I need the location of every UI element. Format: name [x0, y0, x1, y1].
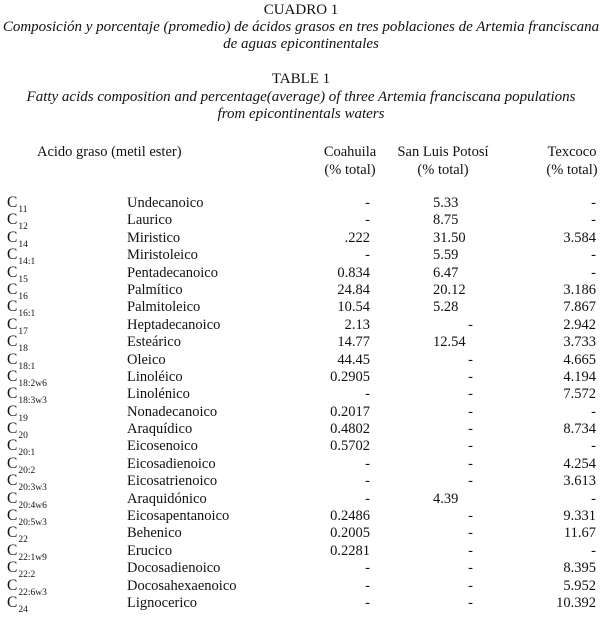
value-texcoco: 9.331 — [563, 508, 596, 525]
acid-code-subscript: 20:2 — [18, 465, 36, 476]
table-row — [0, 576, 602, 598]
value-coahuila: - — [365, 455, 370, 472]
acid-code — [7, 402, 28, 424]
acid-name: Laurico — [127, 212, 173, 229]
value-coahuila: - — [365, 212, 370, 229]
acid-code — [7, 420, 28, 442]
value-san-luis-potosi: - — [468, 594, 473, 611]
acid-code-subscript: 18:3w3 — [18, 396, 47, 407]
acid-code-subscript: 15 — [18, 274, 28, 285]
acid-name: Heptadecanoico — [127, 316, 221, 333]
acid-name: Miristico — [127, 229, 181, 246]
acid-code — [7, 367, 47, 389]
acid-name: Nonadecanoico — [127, 403, 218, 420]
acid-code — [7, 385, 47, 407]
value-texcoco: 5.952 — [563, 577, 596, 594]
value-san-luis-potosi: - — [468, 386, 473, 403]
value-san-luis-potosi: 5.28 — [433, 299, 459, 316]
acid-code — [7, 437, 36, 459]
acid-code — [7, 489, 47, 511]
acid-code — [7, 228, 28, 250]
acid-code — [7, 263, 28, 285]
value-texcoco: - — [591, 542, 596, 559]
header-acid: Acido graso (metil ester) — [37, 144, 182, 160]
table-row — [0, 384, 602, 407]
acid-code-letter: C — [7, 350, 18, 368]
header-texcoco-unit: (% total) — [546, 162, 598, 178]
table-row — [0, 436, 602, 459]
value-coahuila: 44.45 — [337, 351, 370, 368]
table-row — [0, 315, 602, 337]
acid-code-letter: C — [7, 472, 18, 490]
value-coahuila: .222 — [344, 229, 370, 246]
acid-name: Palmitoleico — [127, 299, 201, 316]
acid-code — [7, 333, 28, 355]
acid-code — [7, 298, 36, 320]
acid-code-letter: C — [7, 437, 18, 455]
value-san-luis-potosi: - — [468, 508, 473, 525]
acid-code-letter: C — [7, 576, 18, 594]
acid-name: Linolénico — [127, 386, 190, 403]
value-san-luis-potosi: - — [468, 403, 473, 420]
acid-code-letter: C — [7, 402, 18, 420]
value-san-luis-potosi: 31.50 — [433, 229, 466, 246]
value-texcoco: 2.942 — [563, 316, 596, 333]
acid-name: Araquidónico — [127, 490, 207, 507]
acid-code-letter: C — [7, 454, 18, 472]
value-texcoco: 4.194 — [563, 368, 596, 385]
acid-name: Docosadienoico — [127, 560, 221, 577]
acid-code-letter: C — [7, 246, 18, 264]
value-texcoco: - — [591, 490, 596, 507]
value-texcoco: - — [591, 247, 596, 264]
table-row — [0, 210, 602, 233]
acid-code — [7, 315, 28, 337]
table-row — [0, 263, 602, 285]
acid-code-letter: C — [7, 333, 18, 351]
value-coahuila: 0.2905 — [330, 368, 370, 385]
acid-code-subscript: 14:1 — [18, 257, 36, 268]
acid-code-subscript: 18:1 — [18, 361, 36, 372]
acid-code-subscript: 11 — [18, 205, 28, 215]
acid-code — [7, 507, 47, 529]
value-texcoco: 7.572 — [563, 386, 596, 403]
acid-code — [7, 280, 28, 302]
value-texcoco: 3.186 — [563, 281, 596, 298]
acid-code-subscript: 19 — [18, 413, 28, 424]
acid-name: Palmítico — [127, 281, 183, 298]
acid-code-subscript: 22:1w9 — [18, 552, 47, 563]
acid-code-letter: C — [7, 280, 18, 298]
value-texcoco: 3.733 — [563, 334, 596, 351]
acid-code-subscript: 12 — [18, 222, 28, 233]
acid-code — [7, 576, 47, 598]
value-coahuila: 10.54 — [337, 299, 370, 316]
acid-name: Esteárico — [127, 334, 181, 351]
acid-name: Lignocerico — [127, 594, 198, 611]
value-coahuila: 14.77 — [337, 334, 370, 351]
value-coahuila: - — [365, 594, 370, 611]
acid-code — [7, 559, 36, 581]
value-san-luis-potosi: - — [468, 316, 473, 333]
acid-name: Pentadecanoico — [127, 264, 218, 281]
value-texcoco: 3.613 — [563, 473, 596, 490]
table-row — [0, 193, 602, 215]
value-san-luis-potosi: 6.47 — [433, 264, 459, 281]
acid-code-letter: C — [7, 367, 18, 385]
value-san-luis-potosi: - — [468, 351, 473, 368]
table-row — [0, 280, 602, 302]
acid-code-subscript: 17 — [18, 326, 28, 337]
acid-code-letter: C — [7, 298, 18, 316]
acid-code-letter: C — [7, 559, 18, 577]
acid-name: Linoléico — [127, 368, 183, 385]
value-texcoco: - — [591, 438, 596, 455]
value-coahuila: 0.2005 — [330, 525, 370, 542]
acid-code-subscript: 22:2 — [18, 570, 36, 581]
caption-en-title-line2: from epicontinentals waters — [217, 106, 385, 122]
table-row — [0, 228, 602, 250]
value-san-luis-potosi: 20.12 — [433, 281, 466, 298]
table-row — [0, 350, 602, 372]
value-coahuila: 0.2017 — [330, 403, 370, 420]
value-san-luis-potosi: - — [468, 542, 473, 559]
value-texcoco: 4.665 — [563, 351, 596, 368]
value-coahuila: 2.13 — [344, 316, 370, 333]
acid-name: Eicosatrienoico — [127, 473, 218, 490]
value-coahuila: 0.4802 — [330, 421, 370, 438]
acid-name: Eicosenoico — [127, 438, 198, 455]
acid-code — [7, 211, 28, 233]
acid-code-subscript: 18:2w6 — [18, 378, 47, 389]
value-san-luis-potosi: - — [468, 368, 473, 385]
acid-name: Eicosapentanoico — [127, 508, 230, 525]
value-coahuila: - — [365, 490, 370, 507]
value-san-luis-potosi: 4.39 — [433, 490, 459, 507]
value-coahuila: - — [365, 247, 370, 264]
acid-name: Oleico — [127, 351, 166, 368]
value-texcoco: 3.584 — [563, 229, 596, 246]
acid-code-subscript: 18 — [18, 344, 28, 355]
table-row — [0, 245, 602, 268]
value-san-luis-potosi: - — [468, 525, 473, 542]
acid-code-letter: C — [7, 593, 18, 611]
value-texcoco: - — [591, 195, 596, 211]
value-san-luis-potosi: - — [468, 577, 473, 594]
table-body — [0, 193, 602, 615]
caption-es-label: CUADRO 1 — [263, 2, 339, 18]
header-texcoco: Texcoco — [547, 144, 597, 160]
table-row — [0, 419, 602, 442]
table-row — [0, 541, 602, 563]
value-texcoco: - — [591, 212, 596, 229]
value-coahuila: - — [365, 577, 370, 594]
header-coahuila: Coahuila — [323, 144, 377, 160]
value-san-luis-potosi: 5.33 — [433, 195, 459, 211]
value-san-luis-potosi: - — [468, 438, 473, 455]
header-slp-unit: (% total) — [417, 162, 469, 178]
acid-code-letter: C — [7, 420, 18, 438]
acid-code-letter: C — [7, 263, 18, 281]
value-texcoco: 4.254 — [563, 455, 596, 472]
acid-name: Miristoleico — [127, 247, 198, 264]
table-row — [0, 454, 602, 476]
value-coahuila: 0.5702 — [330, 438, 370, 455]
value-coahuila: 0.2486 — [330, 508, 370, 525]
value-texcoco: 7.867 — [563, 299, 596, 316]
acid-name: Docosahexaenoico — [127, 577, 237, 594]
header-slp: San Luis Potosí — [397, 144, 489, 160]
acid-name: Eicosadienoico — [127, 455, 216, 472]
value-san-luis-potosi: 5.59 — [433, 247, 459, 264]
value-coahuila: - — [365, 386, 370, 403]
acid-code-subscript: 22:6w3 — [18, 587, 47, 598]
acid-name: Erucico — [127, 542, 173, 559]
value-texcoco: 11.67 — [563, 525, 596, 542]
acid-code-letter: C — [7, 524, 18, 542]
acid-code-letter: C — [7, 211, 18, 229]
value-coahuila: - — [365, 195, 370, 211]
table-row — [0, 593, 602, 615]
value-san-luis-potosi: - — [468, 455, 473, 472]
value-san-luis-potosi: 12.54 — [433, 334, 466, 351]
table-row — [0, 471, 602, 494]
acid-code-subscript: 16:1 — [18, 309, 36, 320]
acid-code-letter: C — [7, 385, 18, 403]
table-row — [0, 523, 602, 546]
caption-es-title-line1: Composición y porcentaje (promedio) de ácidos grasos en tres poblaciones de Artemia franciscana — [2, 19, 600, 35]
acid-code — [7, 194, 28, 215]
acid-code-subscript: 16 — [18, 291, 28, 302]
table-row — [0, 402, 602, 424]
value-coahuila: 0.2281 — [330, 542, 370, 559]
acid-code-subscript: 20:4w6 — [18, 500, 47, 511]
acid-code-letter: C — [7, 315, 18, 333]
acid-code-subscript: 24 — [18, 604, 28, 615]
acid-code-subscript: 20:3w3 — [18, 483, 47, 494]
value-san-luis-potosi: 8.75 — [433, 212, 459, 229]
caption-en-label: TABLE 1 — [271, 71, 331, 87]
acid-code — [7, 472, 47, 494]
value-san-luis-potosi: - — [468, 421, 473, 438]
table-row — [0, 558, 602, 581]
acid-code — [7, 246, 36, 268]
caption-en-title-line1: Fatty acids composition and percentage(average) of three Artemia franciscana populations — [26, 89, 576, 105]
value-texcoco: - — [591, 403, 596, 420]
acid-code-letter: C — [7, 541, 18, 559]
table-row — [0, 489, 602, 511]
acid-code-letter: C — [7, 507, 18, 525]
table-row — [0, 297, 602, 320]
value-coahuila: - — [365, 473, 370, 490]
acid-name: Undecanoico — [127, 195, 204, 211]
table-row — [0, 332, 602, 355]
acid-code-subscript: 20:1 — [18, 448, 36, 459]
acid-code-subscript: 20:5w3 — [18, 518, 47, 529]
value-san-luis-potosi: - — [468, 473, 473, 490]
acid-code — [7, 350, 36, 372]
header-coahuila-unit: (% total) — [324, 162, 376, 178]
value-texcoco: 8.734 — [563, 421, 596, 438]
acid-code-letter: C — [7, 194, 18, 211]
value-coahuila: 24.84 — [337, 281, 370, 298]
acid-code — [7, 454, 36, 476]
acid-code-subscript: 14 — [18, 239, 28, 250]
acid-code — [7, 593, 28, 615]
value-san-luis-potosi: - — [468, 560, 473, 577]
acid-code — [7, 524, 28, 546]
acid-code-letter: C — [7, 228, 18, 246]
value-coahuila: 0.834 — [337, 264, 370, 281]
acid-code — [7, 541, 47, 563]
value-texcoco: 10.392 — [556, 594, 596, 611]
value-coahuila: - — [365, 560, 370, 577]
table-row — [0, 367, 602, 389]
acid-code-subscript: 20 — [18, 431, 28, 442]
acid-name: Behenico — [127, 525, 182, 542]
value-texcoco: 8.395 — [563, 560, 596, 577]
acid-name: Araquídico — [127, 421, 193, 438]
acid-code-subscript: 22 — [18, 535, 28, 546]
value-texcoco: - — [591, 264, 596, 281]
table-row — [0, 506, 602, 529]
caption-es-title-line2: de aguas epicontinentales — [223, 36, 379, 52]
acid-code-letter: C — [7, 489, 18, 507]
